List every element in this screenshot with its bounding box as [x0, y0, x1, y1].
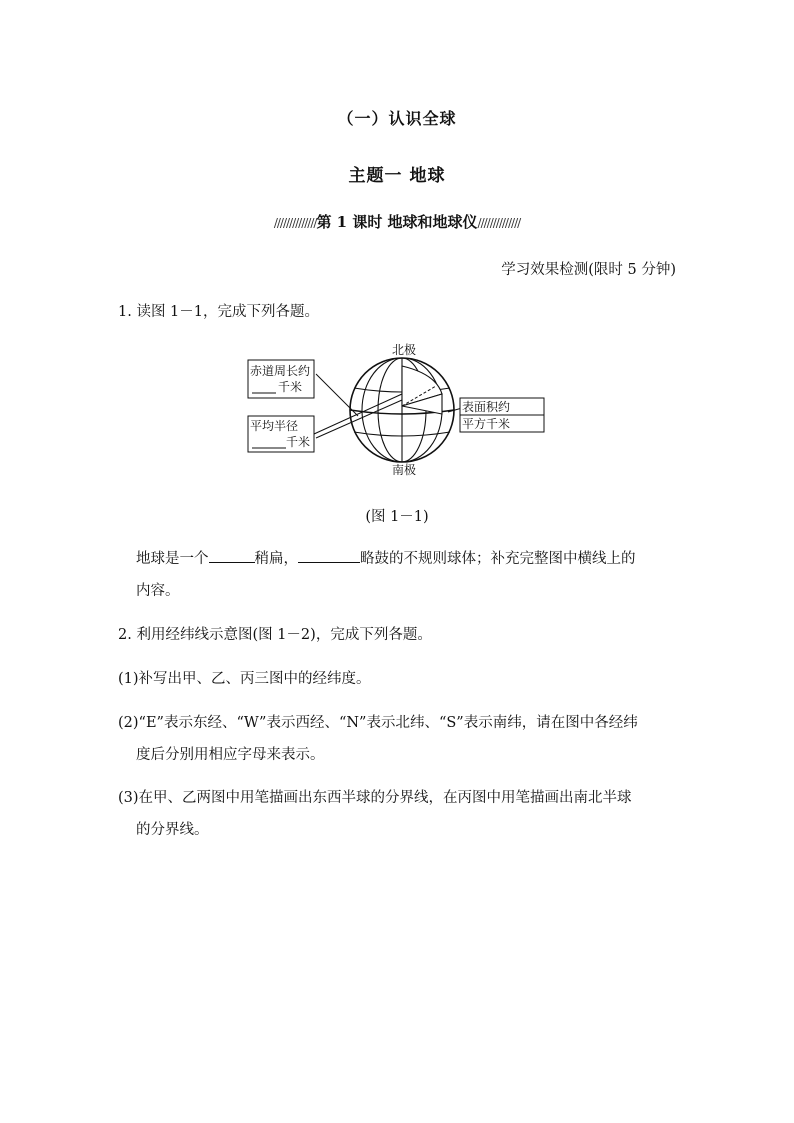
q1-text-part: 稍扁，	[254, 551, 298, 567]
figure-globe	[236, 336, 556, 480]
unit-title: （一）认识全球	[337, 109, 457, 128]
q1-text-part: 地球是一个	[136, 551, 209, 567]
radius-label: 平均半径	[250, 419, 299, 433]
globe-diagram	[236, 336, 556, 476]
hatch-decoration-right: //////////////	[477, 216, 521, 230]
answer-blank[interactable]	[298, 548, 360, 563]
area-unit: 平方千米	[462, 417, 511, 431]
question-2-sub-3: (3)在甲、乙两图中用笔描画出东西半球的分界线，在丙图中用笔描画出南北半球	[118, 790, 632, 806]
hatch-decoration-left: //////////////	[273, 216, 317, 230]
lesson-name: 第 1 课时 地球和地球仪	[316, 213, 478, 231]
figure-caption: (图 1－1)	[365, 509, 429, 525]
question-2-stem: 2. 利用经纬线示意图(图 1－2)，完成下列各题。	[118, 627, 432, 643]
q1-text-part: 略鼓的不规则球体；补充完整图中横线上的	[360, 551, 636, 567]
equator-label: 赤道周长约	[250, 364, 311, 378]
area-label: 表面积约	[462, 400, 511, 414]
question-2-sub-3-cont: 的分界线。	[136, 822, 209, 838]
question-2-sub-2: (2)“E”表示东经、“W”表示西经、“N”表示北纬、“S”表示南纬，请在图中各经纬	[118, 715, 638, 731]
question-2-sub-1: (1)补写出甲、乙、丙三图中的经纬度。	[118, 671, 371, 687]
question-1-stem: 1. 读图 1－1，完成下列各题。	[118, 304, 320, 320]
topic-title: 主题一 地球	[348, 166, 446, 186]
equator-unit: 千米	[278, 380, 303, 394]
question-1-body	[136, 543, 696, 575]
answer-blank[interactable]	[209, 548, 255, 563]
test-time-note: 学习效果检测(限时 5 分钟)	[501, 262, 676, 278]
question-2-sub-2-cont: 度后分别用相应字母来表示。	[136, 747, 325, 763]
question-1-body-end: 内容。	[136, 583, 180, 599]
south-pole-label: 南极	[392, 463, 417, 476]
radius-unit: 千米	[286, 435, 311, 449]
lesson-title	[0, 211, 794, 232]
north-pole-label: 北极	[392, 343, 417, 357]
